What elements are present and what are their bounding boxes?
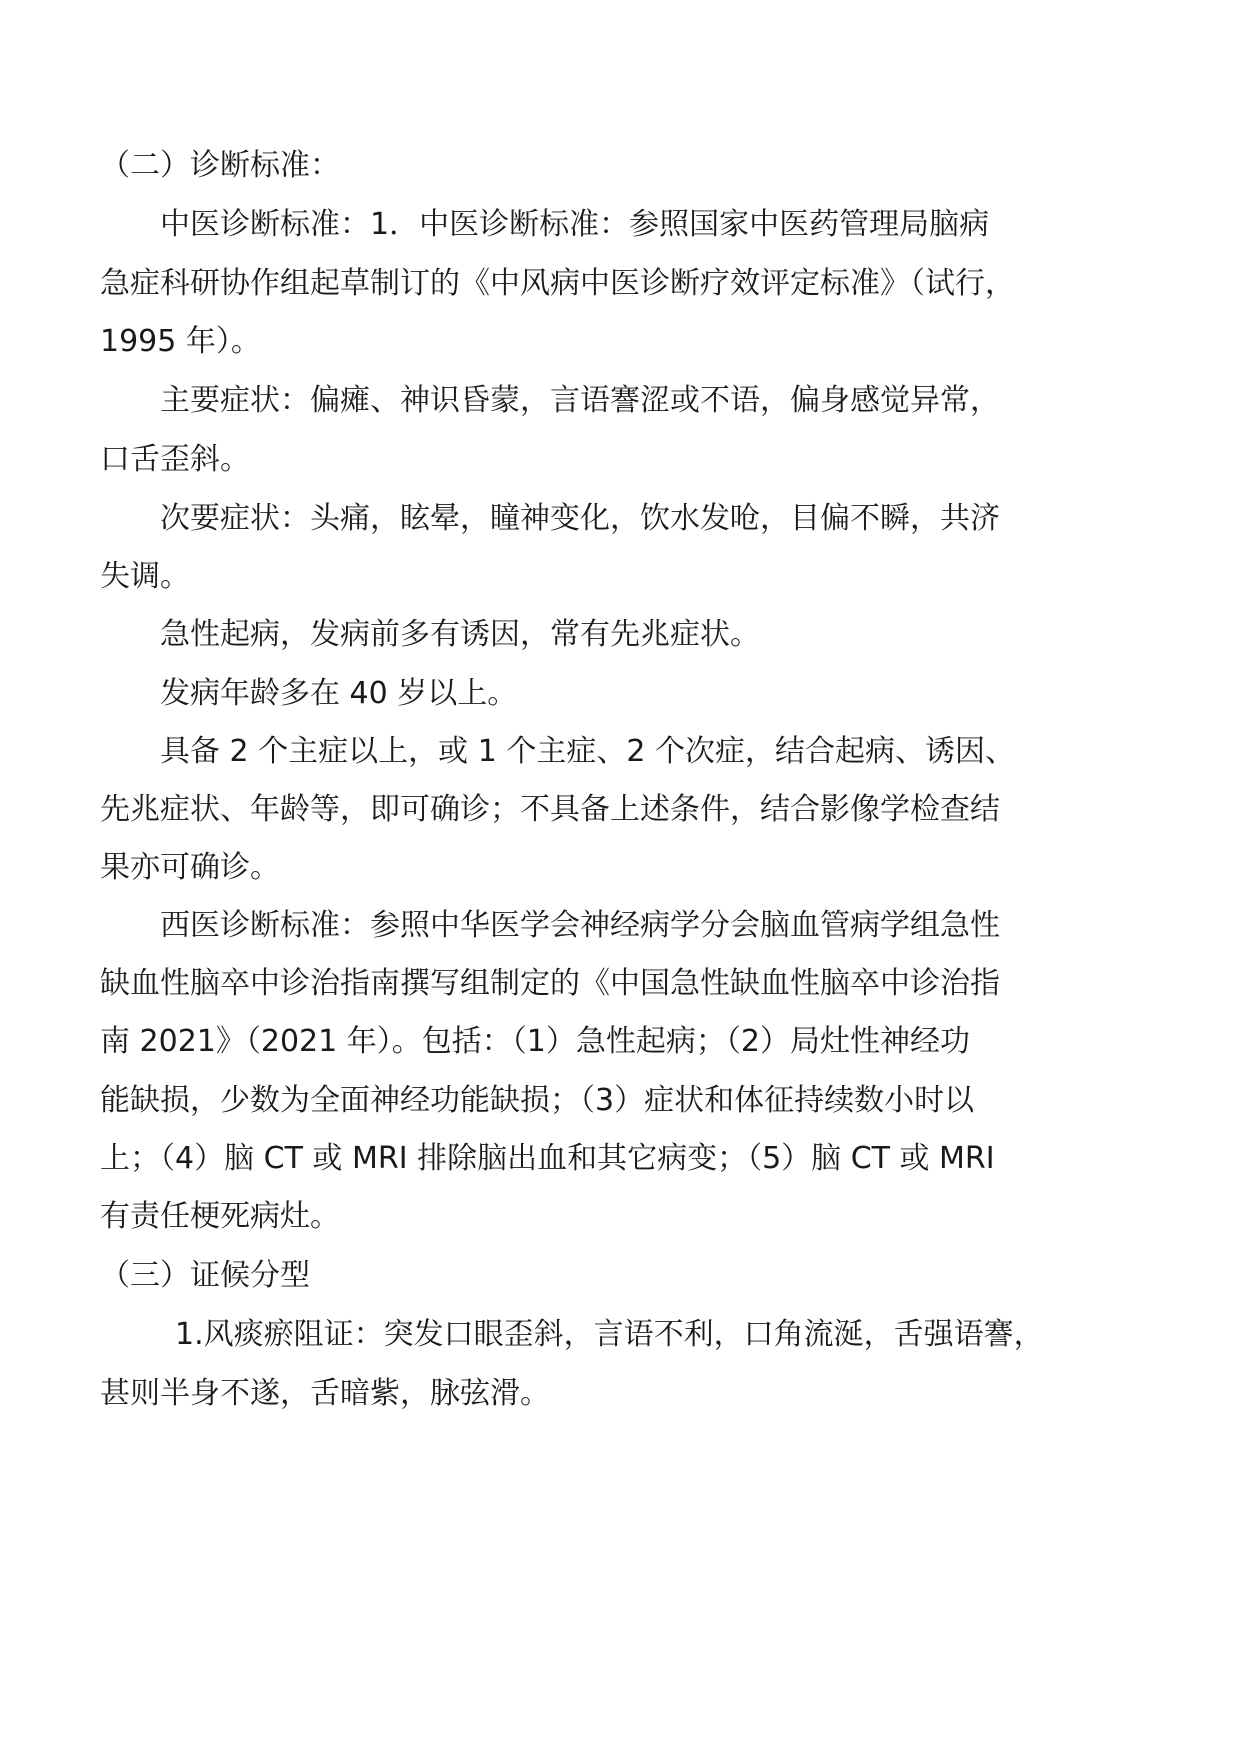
criteria-line-1: 具备 2 个主症以上，或 1 个主症、2 个次症，结合起病、诱因、 [160,734,1015,769]
syndrome-item-1-line-1: 1.风痰瘀阻证：突发口眼歪斜，言语不利，口角流涎，舌强语謇， [175,1317,1044,1352]
secondary-symptoms-line-1: 次要症状：头痛，眩晕，瞳神变化，饮水发呛，目偏不瞬，共济 [160,501,1000,536]
western-criteria-line-5: 上；（4）脑 CT 或 MRI 排除脑出血和其它病变；（5）脑 CT 或 MRI [100,1141,995,1176]
section-heading-diagnosis: （二）诊断标准： [100,148,340,183]
criteria-line-2: 先兆症状、年龄等，即可确诊；不具备上述条件，结合影像学检查结 [100,792,1000,827]
western-criteria-line-1: 西医诊断标准：参照中华医学会神经病学分会脑血管病学组急性 [160,908,1000,943]
main-symptoms-line-2: 口舌歪斜。 [100,442,250,477]
tcm-criteria-line-3: 1995 年）。 [100,324,261,359]
main-symptoms-line-1: 主要症状：偏瘫、神识昏蒙，言语謇涩或不语，偏身感觉异常， [160,383,1000,418]
tcm-criteria-line-1: 中医诊断标准：1．中医诊断标准：参照国家中医药管理局脑病 [160,207,990,242]
onset-paragraph: 急性起病，发病前多有诱因，常有先兆症状。 [160,617,760,652]
section-heading-syndrome-types: （三）证候分型 [100,1258,310,1293]
western-criteria-line-4: 能缺损，少数为全面神经功能缺损；（3）症状和体征持续数小时以 [100,1083,975,1118]
criteria-line-3: 果亦可确诊。 [100,850,280,885]
tcm-criteria-line-2: 急症科研协作组起草制订的《中风病中医诊断疗效评定标准》（试行， [100,266,1015,301]
western-criteria-line-6: 有责任梗死病灶。 [100,1199,340,1234]
western-criteria-line-2: 缺血性脑卒中诊治指南撰写组制定的《中国急性缺血性脑卒中诊治指 [100,966,1000,1001]
syndrome-item-1-line-2: 甚则半身不遂，舌暗紫，脉弦滑。 [100,1376,550,1411]
secondary-symptoms-line-2: 失调。 [100,559,190,594]
western-criteria-line-3: 南 2021》（2021 年）。包括：（1）急性起病；（2）局灶性神经功 [100,1024,970,1059]
age-paragraph: 发病年龄多在 40 岁以上。 [160,676,518,711]
